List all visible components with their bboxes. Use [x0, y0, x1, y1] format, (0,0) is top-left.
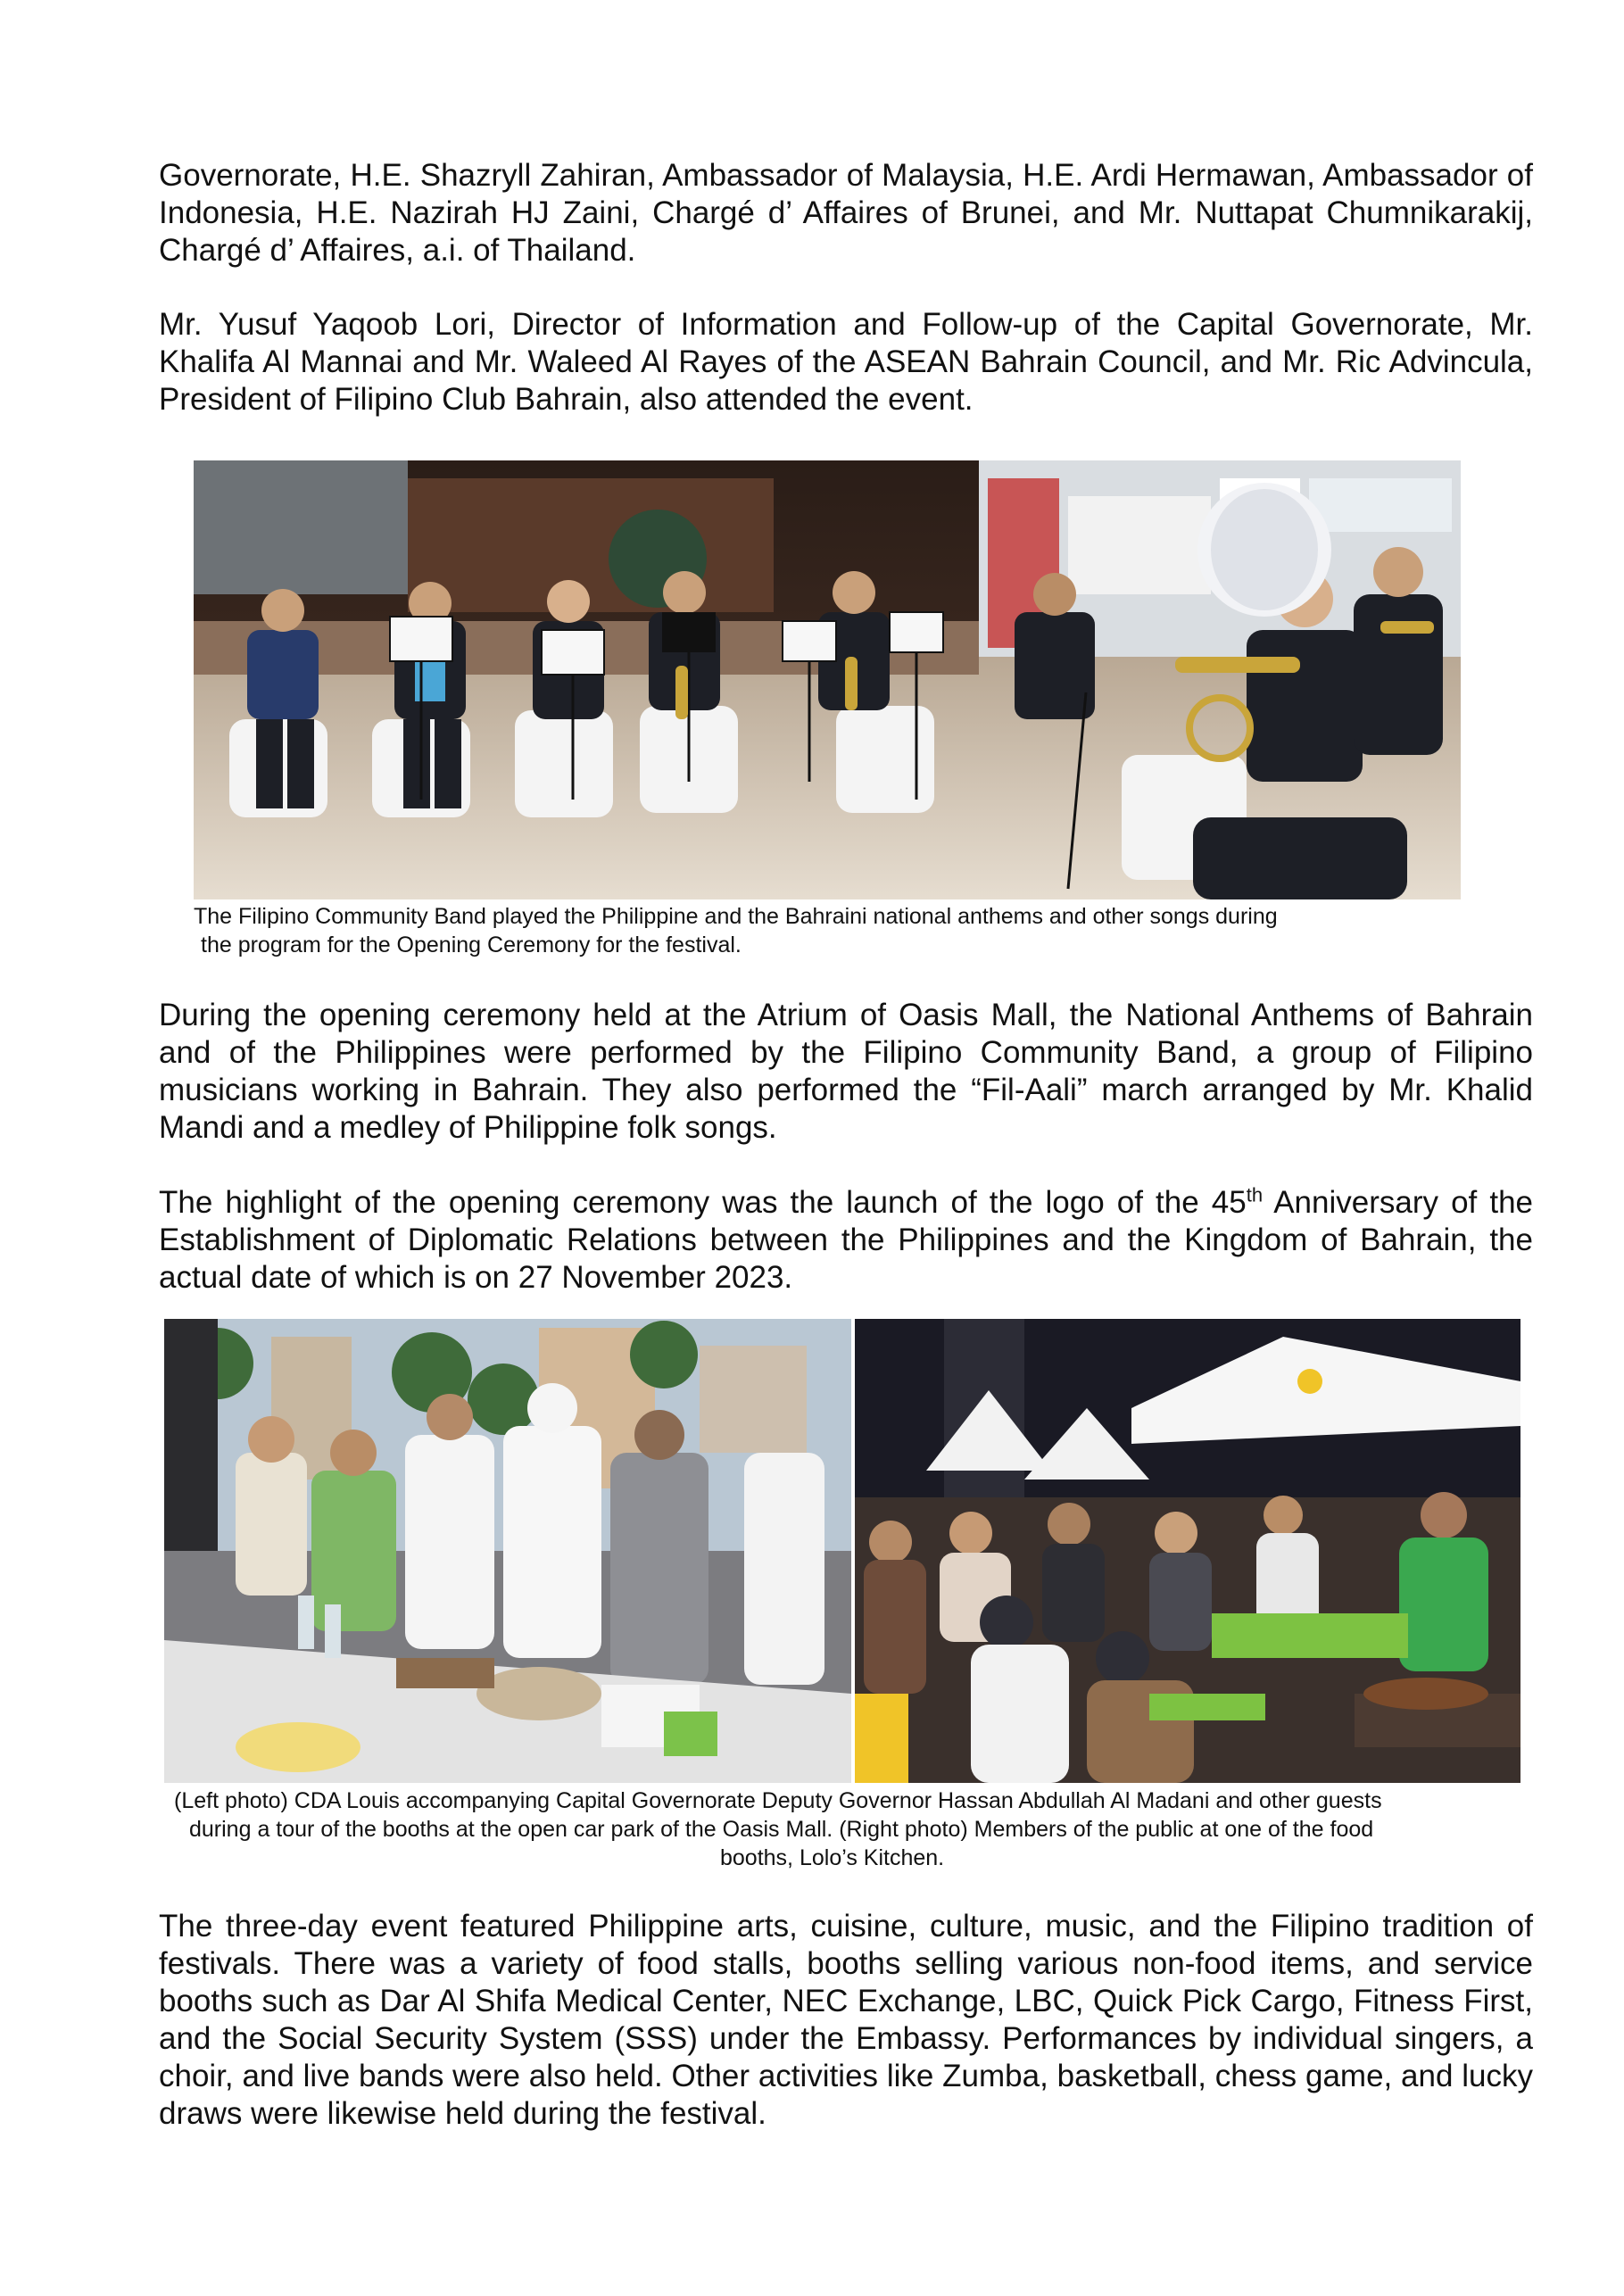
food-booth-photo — [855, 1319, 1520, 1783]
band-caption-line1: The Filipino Community Band played the Philippine and the Bahraini national anthems and other songs during — [194, 904, 1278, 929]
ordinal-superscript: th — [1246, 1183, 1264, 1206]
booth-tour-photo — [164, 1319, 851, 1783]
booth-caption-line3: booths, Lolo’s Kitchen. — [720, 1845, 945, 1870]
highlight-text-after: Anniversary of the Establishment of Diplomatic Relations between the Philippines and the Kingdom of Bahrain, the actual date of which is on 27 November 2023. — [159, 1185, 1534, 1295]
band-photo — [194, 460, 1461, 899]
paragraph-highlight — [159, 1184, 1533, 1297]
paragraph-attendees: Governorate, H.E. Shazryll Zahiran, Ambassador of Malaysia, H.E. Ardi Hermawan, Ambassador of Indonesia, H.E. Nazirah HJ Zaini, Chargé d’ Affaires of Brunei, and Mr. Nuttapat Chumnikarakij, Chargé d’ Affaires, a.i. of Thailand. — [159, 158, 1533, 268]
booth-caption-line2: during a tour of the booths at the open car park of the Oasis Mall. (Right photo) Members of the public at one of the food — [189, 1817, 1374, 1842]
paragraph-officials: Mr. Yusuf Yaqoob Lori, Director of Information and Follow-up of the Capital Governorate, Mr. Khalifa Al Mannai and Mr. Waleed Al Rayes of the ASEAN Bahrain Council, and Mr. Ric Advincula, President of Filipino Club Bahrain, also attended the event. — [159, 307, 1533, 417]
band-caption-line2: the program for the Opening Ceremony for the festival. — [201, 932, 742, 957]
booth-caption-line1: (Left photo) CDA Louis accompanying Capital Governorate Deputy Governor Hassan Abdullah Al Madani and other guests — [174, 1788, 1382, 1813]
highlight-text-before: The highlight of the opening ceremony was the launch of the logo of the 45 — [159, 1185, 1247, 1220]
paragraph-opening-ceremony: During the opening ceremony held at the Atrium of Oasis Mall, the National Anthems of Bahrain and of the Philippines were performed by the Filipino Community Band, a group of Filipino musicians working in Bahrain. They also performed the “Fil-Aali” march arranged by Mr. Khalid Mandi and a medley of Philippine folk songs. — [159, 998, 1533, 1145]
paragraph-event-summary: The three-day event featured Philippine arts, cuisine, culture, music, and the Filipino tradition of festivals. There was a variety of food stalls, booths selling various non-food items, and service booths such as Dar Al Shifa Medical Center, NEC Exchange, LBC, Quick Pick Cargo, Fitness First, and the Social Security System (SSS) under the Embassy. Performances by individual singers, a choir, and live bands were also held. Other activities like Zumba, basketball, chess game, and lucky draws were likewise held during the festival. — [159, 1909, 1533, 2131]
